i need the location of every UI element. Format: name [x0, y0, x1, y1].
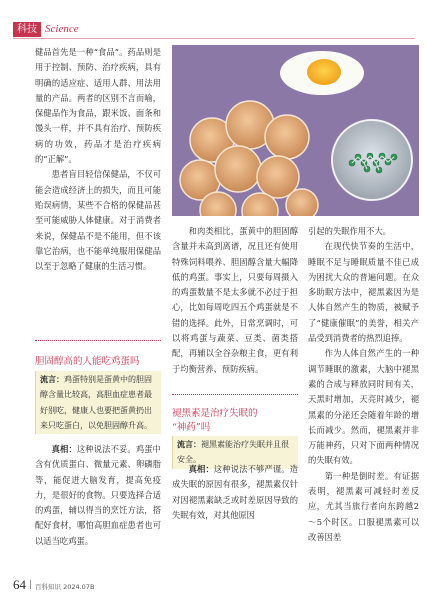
rumor-label: 流言： — [177, 439, 201, 449]
page-number: 64 — [13, 577, 26, 592]
section-divider — [172, 394, 298, 395]
section-name: Science — [45, 23, 79, 35]
paragraph: 引起的失眠作用不大。 — [308, 226, 391, 236]
header-rule — [13, 38, 415, 39]
column-3-text — [308, 224, 419, 545]
truth-label: 真相： — [188, 464, 214, 474]
paragraph: 作为人体自然产生的一种调节睡眠的激素，大脑中褪黑素的合成与释放同时间有关，天黑时增加，天亮时减少，褪黑素的分泌还会随着年龄的增长而减少。然而，褪黑素并非万能神药，只对下面两种情况的失眠有效。 — [308, 348, 419, 466]
section-divider — [35, 340, 161, 341]
footer-divider — [30, 580, 31, 589]
paragraph: 在现代快节奏的生活中，睡眠不足与睡眠质量不佳已成为困扰大众的普遍问题。在众多助眠方法中，褪黑素因为是人体自然产生的物质，被赋予了“健康催眠”的美誉，相关产品受到消费者的热烈追捧。 — [308, 241, 419, 344]
paragraph: 和肉类相比，蛋黄中的胆固醇含量并未高到离谱，况且还有使用特殊饲料喂养、胆固醇含量大幅降低的鸡蛋。事实上，只要每周摄入的鸡蛋数量不是太多就不必过于担心，比如每周吃四五个鸡蛋就是不错的选择。此外，日常烹调时，可以将鸡蛋与蔬菜、豆类、菌类搭配，再辅以全谷杂粮主食，更有利于均衡营养、预防疾病。 — [172, 226, 298, 374]
rumor-text: 褪黑素能治疗失眠并且很安全。 — [177, 440, 289, 465]
column-1-text — [35, 45, 161, 274]
truth-label: 真相： — [51, 444, 77, 454]
publication-info: 百科知识 2024.07B — [35, 583, 95, 591]
truth-text: 这种说法不够严谨。造成失眠的原因有很多，褪黑素仅针对因褪黑素缺乏或时差原因导致的失眠有效，对其他原因 — [172, 464, 298, 520]
page-footer — [13, 577, 94, 593]
section-header — [13, 21, 79, 37]
paragraph: 第一种是倒时差。有证据表明，褪黑素可减轻时差反应，尤其当旅行者向东跨越2～5个时区。口服褪黑素可以改善因差 — [308, 470, 419, 542]
section-title-eggs: 胆固醇高的人能吃鸡蛋吗 — [35, 356, 140, 367]
column-2-text — [172, 224, 298, 377]
paragraph: 患者盲目轻信保健品，不仅可能会造成经济上的损失，而且可能贻误病情，某些不合格的保健品甚至可能威胁人体健康。对于消费者来说，保健品不是不能用，但不该靠它治病，也不能单纯服用保健品以至于忽略了健康的生活习惯。 — [35, 169, 161, 272]
magnified-molecule — [332, 120, 412, 200]
truth-text: 这种说法不妥。鸡蛋中含有优质蛋白、微量元素、卵磷脂等，能促进大脑发育，提高免疫力，是很好的食物。只要选择合适的鸡蛋，辅以得当的烹饪方法，搭配好食材，哪怕高胆血症患者也可以适当吃鸡蛋。 — [35, 444, 161, 546]
truth-block-melatonin — [172, 462, 298, 523]
section-tag: 科技 — [13, 22, 41, 37]
section-title-melatonin-2: “神药”吗 — [172, 422, 211, 433]
truth-block-eggs — [35, 442, 161, 549]
rumor-text: 鸡蛋特别是蛋黄中的胆固醇含量比较高，高胆血症患者最好别吃，健康人也要把蛋黄扔出来只吃蛋白，以免胆固醇升高。 — [40, 375, 152, 430]
rumor-box-eggs — [35, 371, 161, 434]
egg-cholesterol-illustration — [172, 45, 419, 216]
paragraph: 健品首先是一种“食品”。药品则是用于控制、预防、治疗疾病，具有明确的适应症、适用人群、用法用量的产品。两者的区别不言而喻，保健品作为食品，跟米饭、面条和馒头一样，并不具有治疗、预防疾病的功效，药品才是治疗疾病的“正解”。 — [35, 47, 161, 165]
section-title-melatonin: 褪黑素是治疗失眠的 — [172, 408, 258, 419]
rumor-label: 流言： — [40, 374, 64, 384]
fried-egg — [280, 51, 364, 95]
